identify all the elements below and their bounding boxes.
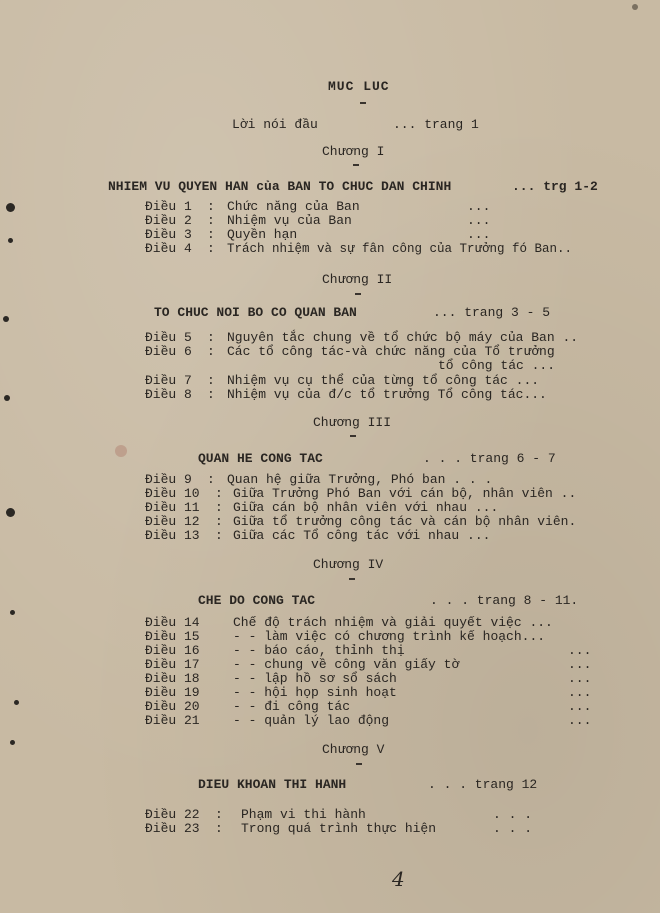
- article-number: Điều 16: [145, 643, 200, 658]
- article-number: Điều 1: [145, 199, 192, 214]
- page-heading: MUC LUC: [328, 79, 390, 94]
- paper-speck: [115, 445, 127, 457]
- binder-hole: [14, 700, 19, 705]
- article-sep: :: [207, 227, 215, 242]
- article-title: Giữa tổ trưởng công tác và cán bộ nhân viên.: [233, 514, 577, 529]
- chapter-pages: . . . trang 6 - 7: [423, 451, 556, 466]
- article-number: Điều 14: [145, 615, 200, 630]
- article-title: - - lập hồ sơ sổ sách: [233, 671, 397, 686]
- article-sep: :: [207, 199, 215, 214]
- article-number: Điều 19: [145, 685, 200, 700]
- preface-label: Lời nói đầu: [232, 117, 318, 132]
- article-title: - - chung về công văn giấy tờ: [233, 657, 460, 672]
- binder-hole: [10, 610, 15, 615]
- binder-hole: [10, 740, 15, 745]
- article-title: Nhiệm vụ cụ thể của từng tổ công tác ...: [227, 373, 540, 388]
- article-leader: ...: [467, 227, 491, 242]
- article-title: Nhiệm vụ của Ban: [227, 213, 352, 228]
- article-title-continued: tổ công tác ...: [438, 358, 556, 373]
- article-leader: ...: [568, 657, 592, 672]
- article-sep: :: [207, 387, 215, 402]
- article-title: Quyền hạn: [227, 227, 298, 242]
- article-number: Điều 4: [145, 241, 192, 256]
- chapter-heading: Chương V: [322, 742, 385, 757]
- article-leader: ...: [568, 713, 592, 728]
- article-number: Điều 7: [145, 373, 192, 388]
- article-title: Các tổ công tác-và chức năng của Tổ trưởng: [227, 344, 555, 359]
- article-number: Điều 13: [145, 528, 200, 543]
- chapter-dash: [350, 435, 356, 437]
- article-title: Chức năng của Ban: [227, 199, 360, 214]
- binder-hole: [4, 395, 10, 401]
- article-number: Điều 6: [145, 344, 192, 359]
- heading-dash: [360, 102, 366, 104]
- binder-hole: [6, 203, 15, 212]
- article-sep: :: [215, 821, 223, 836]
- chapter-title: QUAN HE CONG TAC: [198, 451, 323, 466]
- article-sep: :: [207, 330, 215, 345]
- article-leader: . . .: [493, 807, 533, 822]
- chapter-heading: Chương III: [313, 415, 392, 430]
- article-sep: :: [215, 514, 223, 529]
- article-title: Nguyên tắc chung về tổ chức bộ máy của Ban ..: [227, 330, 579, 345]
- article-leader: ...: [568, 643, 592, 658]
- article-sep: :: [207, 344, 215, 359]
- article-number: Điều 12: [145, 514, 200, 529]
- article-sep: :: [207, 472, 215, 487]
- article-number: Điều 3: [145, 227, 192, 242]
- article-leader: ...: [467, 213, 491, 228]
- preface-page: ... trang 1: [393, 117, 479, 132]
- article-title: - - đi công tác: [233, 699, 351, 714]
- chapter-dash: [355, 293, 361, 295]
- chapter-pages: ... trg 1-2: [512, 179, 598, 194]
- article-title: Giữa Trưởng Phó Ban với cán bộ, nhân viên ..: [233, 486, 577, 501]
- article-number: Điều 22: [145, 807, 200, 822]
- binder-hole: [8, 238, 13, 243]
- article-leader: ...: [568, 699, 592, 714]
- article-title: - - hội họp sinh hoạt: [233, 685, 397, 700]
- article-sep: :: [215, 528, 223, 543]
- article-leader: ...: [568, 671, 592, 686]
- article-title: Nhiệm vụ của đ/c tổ trưởng Tổ công tác...: [227, 387, 547, 402]
- chapter-pages: . . . trang 12: [428, 777, 538, 792]
- article-sep: :: [215, 807, 223, 822]
- article-sep: :: [215, 500, 223, 515]
- binder-hole: [6, 508, 15, 517]
- paper-speck: [632, 4, 638, 10]
- article-sep: :: [207, 373, 215, 388]
- chapter-heading: Chương IV: [313, 557, 384, 572]
- article-number: Điều 20: [145, 699, 200, 714]
- article-title: - - làm việc có chương trình kế hoạch...: [233, 629, 546, 644]
- binder-hole: [3, 316, 9, 322]
- chapter-title: NHIEM VU QUYEN HAN của BAN TO CHUC DAN CHINH: [108, 179, 452, 194]
- article-sep: :: [215, 486, 223, 501]
- article-title: Phạm vi thi hành: [241, 807, 366, 822]
- page-number: 4: [392, 867, 405, 891]
- chapter-dash: [356, 763, 362, 765]
- article-number: Điều 23: [145, 821, 200, 836]
- chapter-heading: Chương II: [322, 272, 393, 287]
- article-number: Điều 17: [145, 657, 200, 672]
- article-leader: ...: [467, 199, 491, 214]
- article-number: Điều 9: [145, 472, 192, 487]
- article-number: Điều 21: [145, 713, 200, 728]
- article-number: Điều 18: [145, 671, 200, 686]
- article-title: Trách nhiệm và sự fân công của Trưởng fó Ban..: [227, 242, 573, 256]
- article-number: Điều 8: [145, 387, 192, 402]
- article-title: - - quản lý lao động: [233, 713, 390, 728]
- chapter-title: DIEU KHOAN THI HANH: [198, 777, 347, 792]
- article-title: Quan hệ giữa Trưởng, Phó ban . . .: [227, 472, 493, 487]
- article-leader: . . .: [493, 821, 533, 836]
- article-number: Điều 10: [145, 486, 200, 501]
- article-title: Giữa các Tổ công tác với nhau ...: [233, 528, 491, 543]
- chapter-dash: [353, 164, 359, 166]
- article-title: Trong quá trình thực hiện: [241, 821, 437, 836]
- chapter-pages: . . . trang 8 - 11.: [430, 593, 579, 608]
- chapter-title: CHE DO CONG TAC: [198, 593, 316, 608]
- article-sep: :: [207, 241, 215, 256]
- article-leader: ...: [568, 685, 592, 700]
- article-sep: :: [207, 213, 215, 228]
- chapter-title: TO CHUC NOI BO CO QUAN BAN: [154, 305, 357, 320]
- chapter-heading: Chương I: [322, 144, 385, 159]
- article-title: Giữa cán bộ nhân viên với nhau ...: [233, 500, 499, 515]
- article-title: Chế độ trách nhiệm và giải quyết việc ...: [233, 615, 553, 630]
- article-number: Điều 5: [145, 330, 192, 345]
- chapter-pages: ... trang 3 - 5: [433, 305, 551, 320]
- article-number: Điều 2: [145, 213, 192, 228]
- chapter-dash: [349, 578, 355, 580]
- article-number: Điều 11: [145, 500, 200, 515]
- article-title: - - báo cáo, thỉnh thị: [233, 643, 405, 658]
- article-number: Điều 15: [145, 629, 200, 644]
